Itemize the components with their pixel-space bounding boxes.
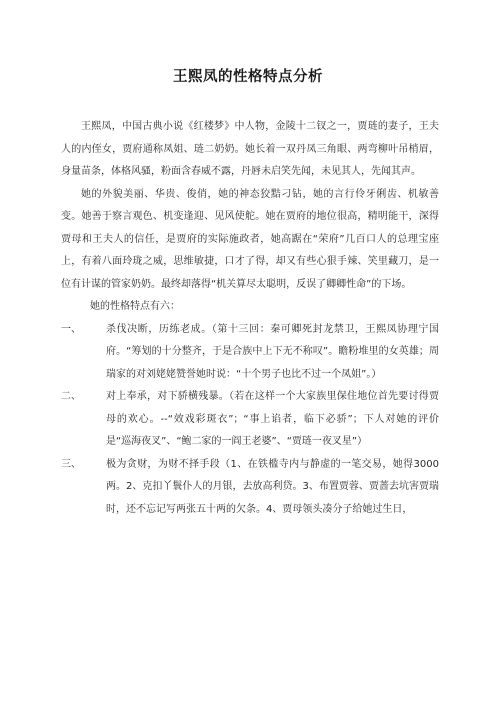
list-item-text: 极为贪财，为财不择手段（1、在铁槛寺内与静虚的一笔交易，她得3000两。2、克扣丫鬟仆人的月银，去放高利贷。3、布置贾蓉、贾蔷去坑害贾瑞时，还不忘记写两张五十两的欠条。4、贾母领头凑分子给她过生日， bbox=[106, 458, 439, 515]
list-item-number: 二、 bbox=[61, 391, 81, 402]
page-title: 王熙凤的性格特点分析 bbox=[173, 69, 323, 85]
list-item-text: 对上奉承，对下骄横残暴。（若在这样一个大家族里保住地位首先要讨得贾母的欢心。--“效戏彩斑衣”；“事上谄者，临下必骄”；下人对她的评价是“巡海夜叉”、“鲍二家的一阎王老婆”、“贾琏一夜叉星”） bbox=[106, 391, 439, 447]
paragraph: 王熙凤，中国古典小说《红楼梦》中人物，金陵十二钗之一，贾琏的妻子，王夫人的内侄女，贾府通称凤姐、琏二奶奶。她长着一双丹凤三角眼、两弯柳叶吊梢眉，身量苗条，体格风骚，粉面含春威不露，丹唇未启笑先闻，未见其人，先闻其声。 bbox=[61, 121, 439, 177]
document-body bbox=[61, 116, 439, 521]
list-intro: 她的性格特点有六： bbox=[90, 301, 180, 312]
list-item-number: 一、 bbox=[61, 323, 81, 335]
list-item-number: 三、 bbox=[61, 458, 81, 470]
list-item-text: 杀伐决断，历练老成。（第十三回：秦可卿死封龙禁卫，王熙凤协理宁国府。“筹划的十分整齐，于是合族中上下无不称叹”。瞻粉堆里的女英雄；周瑞家的对刘姥姥赞誉她时说：“十个男子也比不过一个凤姐”。） bbox=[106, 323, 439, 380]
list-item bbox=[61, 386, 439, 454]
list-item bbox=[61, 454, 439, 522]
list-item bbox=[61, 319, 439, 387]
paragraph: 她的外貌美丽、华贵、俊俏，她的神态狡黠刁钻，她的言行伶牙俐齿、机敏善变。她善于察言观色、机变逢迎、见风使舵。她在贾府的地位很高，精明能干，深得贾母和王夫人的信任，是贾府的实际施政者，她高踞在“荣府”几百口人的总理宝座上，有着八面玲珑之威，思维敏捷，口才了得，却又有些心狠手辣、笑里藏刀，是一位有计谋的管家奶奶。最终却落得“机关算尽太聪明，反误了卿卿性命”的下场。 bbox=[61, 188, 439, 290]
